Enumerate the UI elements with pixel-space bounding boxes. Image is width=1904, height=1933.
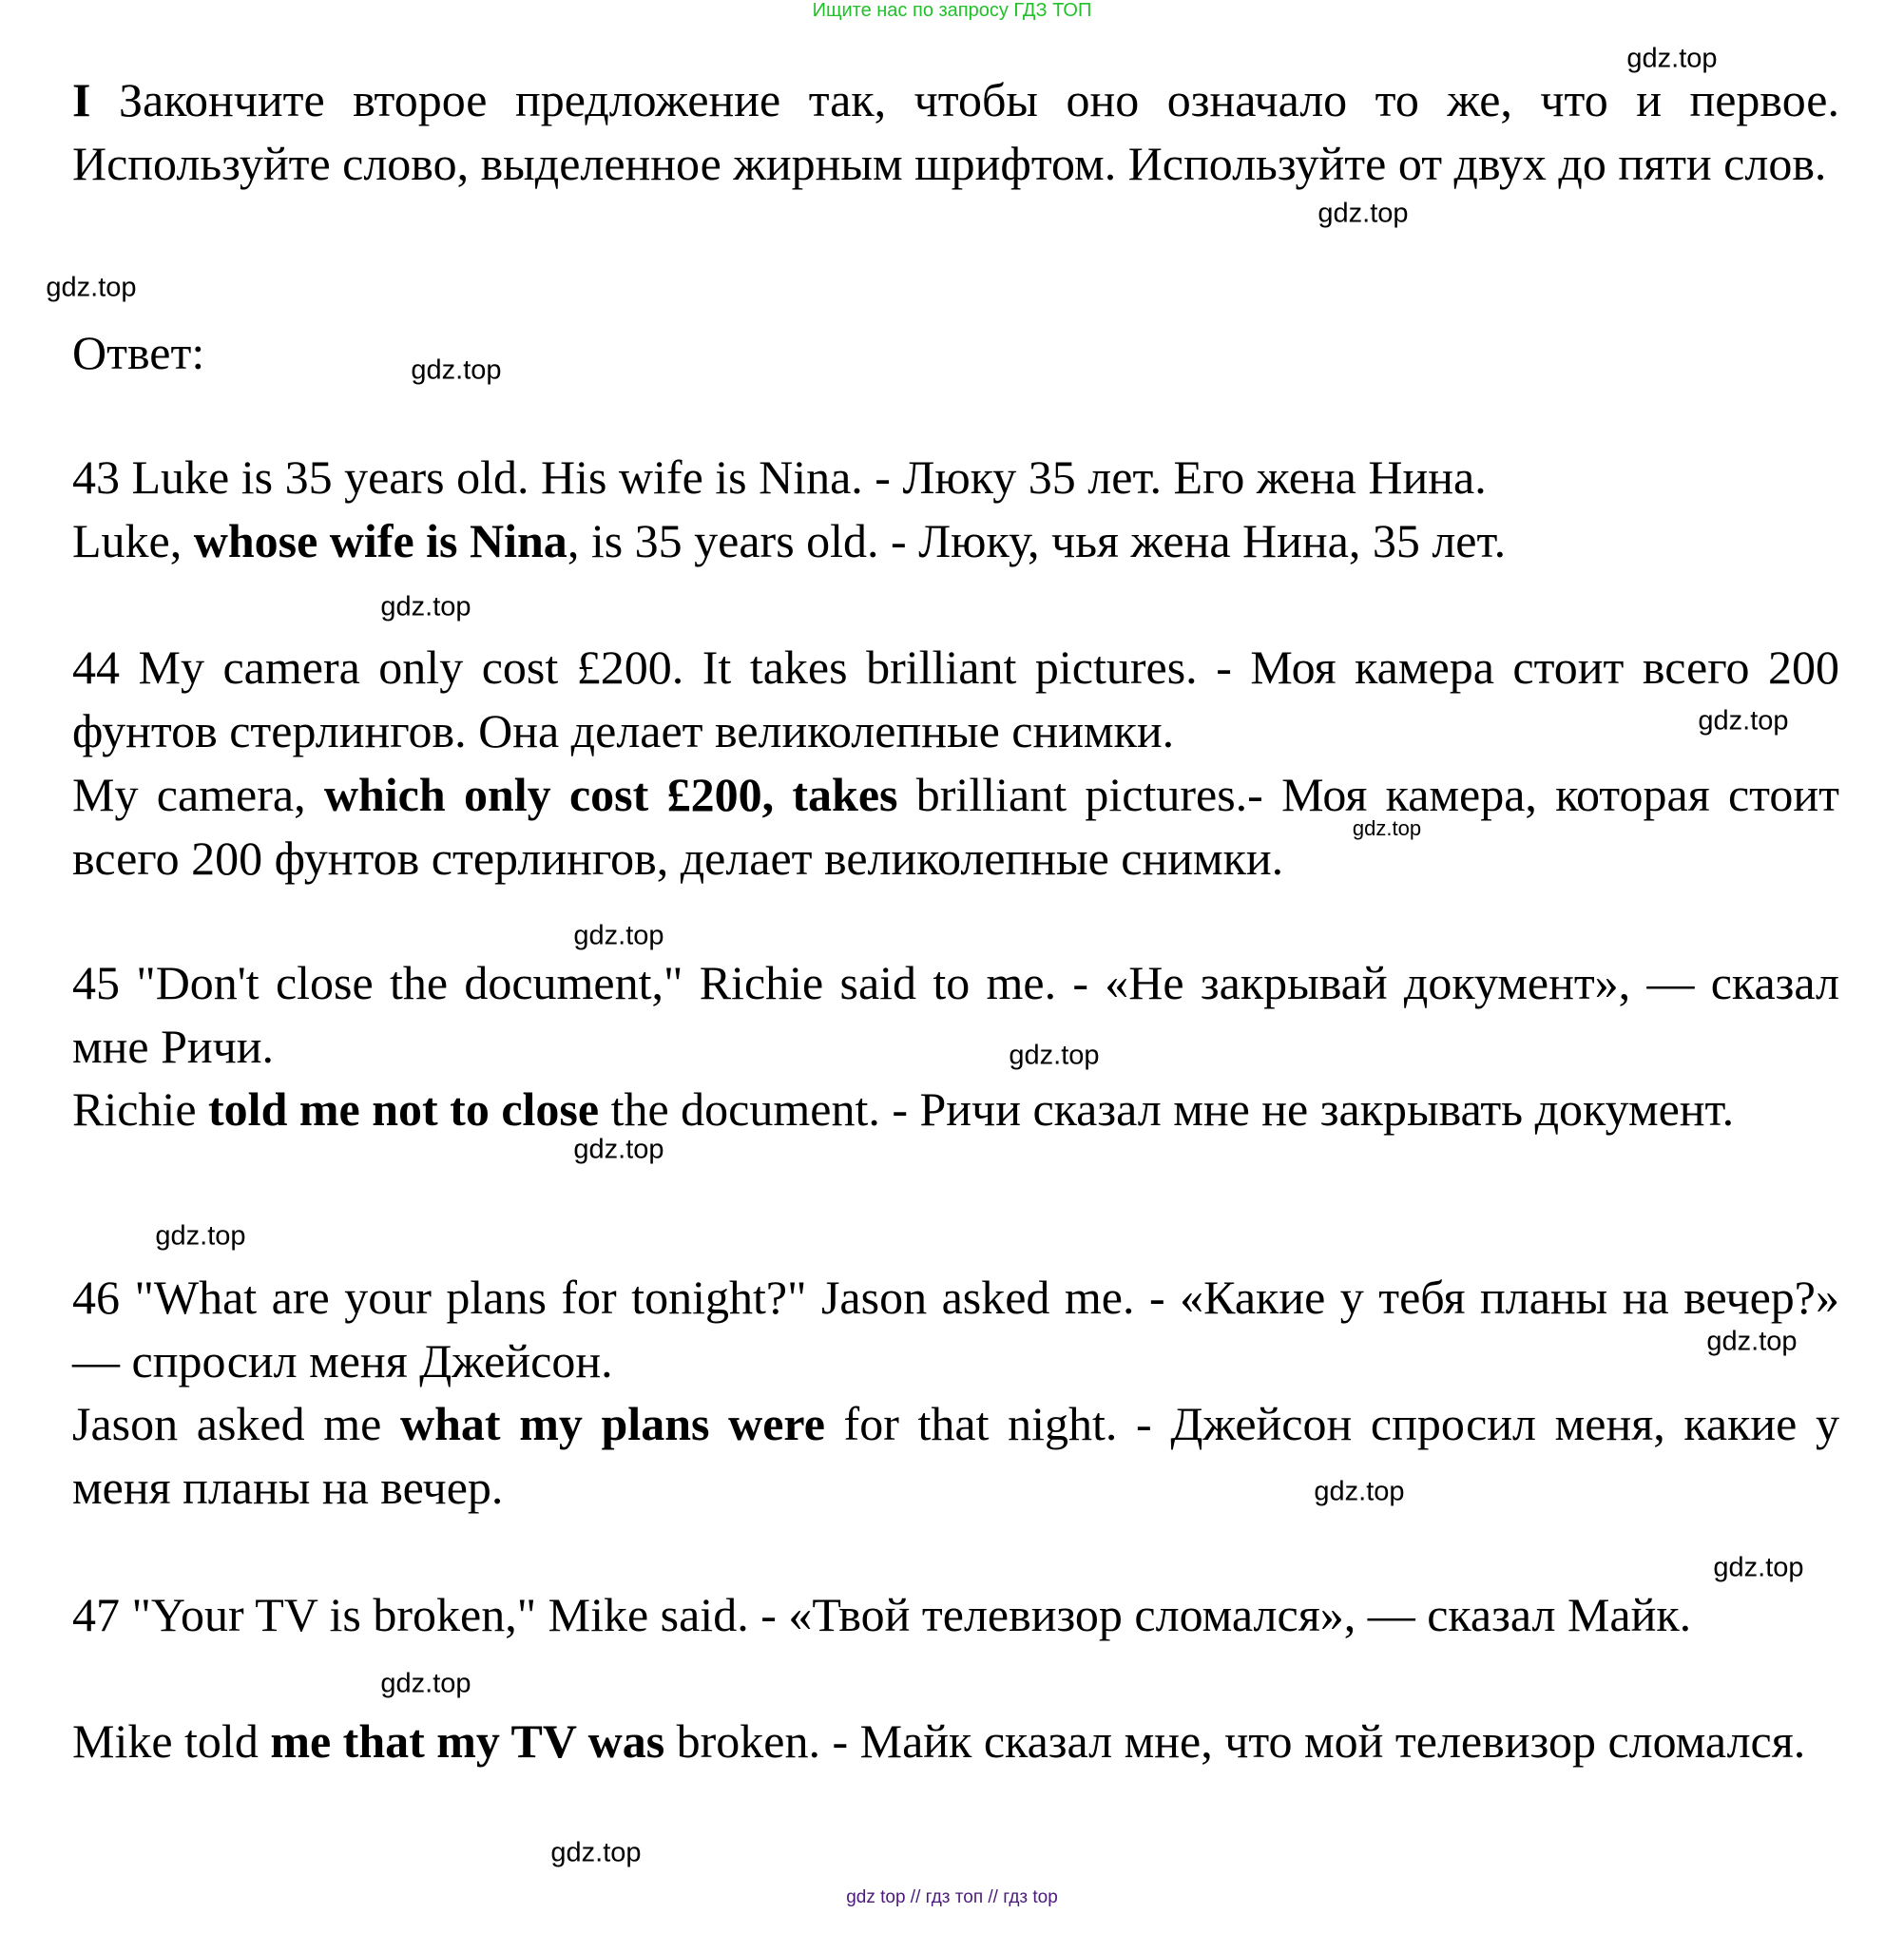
bold-answer-text: I bbox=[72, 73, 91, 126]
answer-label bbox=[72, 321, 1839, 385]
text-segment: 45 "Don't close the document," Richie said to me. - «Не закрывай документ», — сказал мне Ричи. bbox=[72, 956, 1839, 1073]
bold-answer-text: whose wife is Nina bbox=[193, 514, 567, 567]
text-segment: broken. - Майк сказал мне, что мой телевизор сломался. bbox=[664, 1714, 1806, 1768]
watermark: gdz.top bbox=[380, 591, 471, 622]
watermark: gdz.top bbox=[1317, 198, 1409, 229]
text-segment: My camera, bbox=[72, 768, 324, 821]
item-45-answer bbox=[72, 1078, 1839, 1141]
text-segment: for that night. - Джейсон спросил меня, какие у меня планы на вечер. bbox=[72, 1397, 1839, 1514]
text-segment: the document. - Ричи сказал мне не закрывать документ. bbox=[599, 1082, 1735, 1136]
text-segment: Ответ: bbox=[72, 326, 205, 379]
watermark: gdz.top bbox=[1698, 705, 1789, 737]
text-segment: Jason asked me bbox=[72, 1397, 400, 1450]
watermark: gdz.top bbox=[411, 354, 502, 386]
text-segment: 46 "What are your plans for tonight?" Jason asked me. - «Какие у тебя планы на вечер?» — спросил меня Джейсон. bbox=[72, 1271, 1839, 1388]
watermark: gdz.top bbox=[380, 1668, 471, 1699]
watermark: gdz.top bbox=[1626, 43, 1718, 74]
bold-answer-text: told me not to close bbox=[208, 1082, 600, 1136]
watermark: gdz.top bbox=[1713, 1552, 1804, 1583]
bold-answer-text: me that my TV was bbox=[270, 1714, 665, 1768]
bold-answer-text: what my plans were bbox=[399, 1397, 825, 1450]
item-46-source bbox=[72, 1266, 1839, 1393]
item-47-answer bbox=[72, 1710, 1839, 1773]
text-segment: Закончите второе предложение так, чтобы оно означало то же, что и первое. Используйте слово, выделенное жирным шрифтом. Используйте от двух до пяти слов. bbox=[72, 73, 1839, 190]
text-segment: 44 My camera only cost £200. It takes brilliant pictures. - Моя камера стоит всего 200 фунтов стерлингов. Она делает великолепные снимки. bbox=[72, 641, 1839, 757]
bold-answer-text: which only cost £200, takes bbox=[323, 768, 898, 821]
footer-links[interactable]: gdz top // гдз топ // гдз top bbox=[846, 1887, 1058, 1907]
watermark: gdz.top bbox=[1314, 1476, 1405, 1507]
watermark: gdz.top bbox=[1352, 816, 1422, 840]
text-segment: Richie bbox=[72, 1082, 209, 1136]
text-segment: Luke, bbox=[72, 514, 194, 567]
item-43-answer bbox=[72, 509, 1839, 573]
watermark: gdz.top bbox=[550, 1837, 642, 1868]
text-segment: 43 Luke is 35 years old. His wife is Nina. - Люку 35 лет. Его жена Нина. bbox=[72, 450, 1487, 504]
task-instruction bbox=[72, 68, 1839, 196]
item-44-source bbox=[72, 636, 1839, 763]
watermark: gdz.top bbox=[155, 1220, 246, 1252]
item-47-source bbox=[72, 1583, 1839, 1647]
item-43-source bbox=[72, 446, 1839, 509]
watermark: gdz.top bbox=[1009, 1040, 1100, 1071]
text-segment: brilliant pictures.- Моя камера, которая стоит всего 200 фунтов стерлингов, делает великолепные снимки. bbox=[72, 768, 1839, 885]
search-banner[interactable]: Ищите нас по запросу ГДЗ ТОП bbox=[812, 0, 1092, 21]
text-segment: Mike told bbox=[72, 1714, 271, 1768]
text-segment: , is 35 years old. - Люку, чья жена Нина, 35 лет. bbox=[567, 514, 1507, 567]
watermark: gdz.top bbox=[573, 920, 664, 951]
watermark: gdz.top bbox=[573, 1134, 664, 1165]
text-segment: 47 "Your TV is broken," Mike said. - «Твой телевизор сломался», — сказал Майк. bbox=[72, 1588, 1692, 1641]
item-44-answer bbox=[72, 763, 1839, 890]
watermark: gdz.top bbox=[46, 272, 137, 303]
watermark: gdz.top bbox=[1706, 1326, 1798, 1357]
item-46-answer bbox=[72, 1392, 1839, 1520]
item-45-source bbox=[72, 951, 1839, 1079]
